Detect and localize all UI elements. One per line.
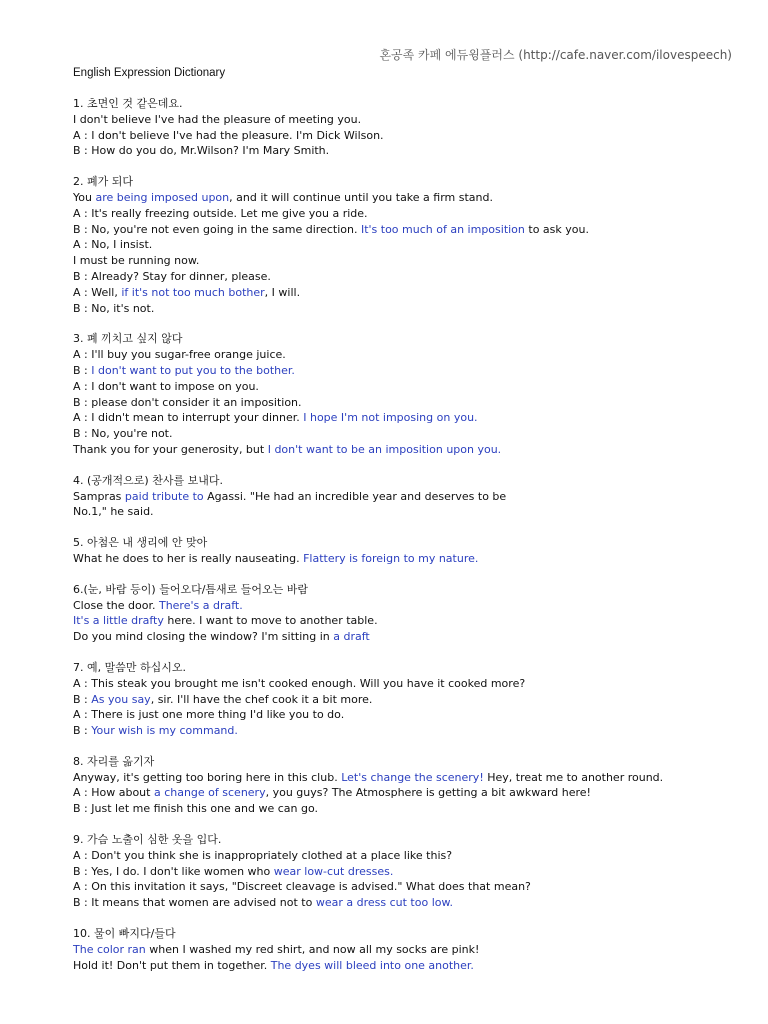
line-text: A : Well,	[73, 285, 122, 299]
example-line	[73, 253, 743, 269]
highlighted-expression: Your wish is my command.	[91, 724, 238, 738]
section-title: 6.(눈, 바람 등이) 들어오다/틈새로 들어오는 바람	[73, 582, 309, 596]
line-text: , I will.	[264, 285, 301, 299]
example-line	[73, 551, 743, 567]
example-line	[73, 707, 743, 723]
document-title: English Expression Dictionary	[73, 67, 226, 79]
line-text: A : I don't believe I've had the pleasure. I'm Dick Wilson.	[73, 128, 384, 142]
section-title: 1. 초면인 것 같은데요.	[73, 97, 183, 110]
line-text: A : On this invitation it says, "Discreet cleavage is advised." What does that mean?	[73, 880, 531, 894]
section-title: 3. 폐 끼치고 싶지 않다	[73, 332, 183, 346]
highlighted-expression: As you say	[91, 692, 151, 706]
highlighted-expression: There's a draft.	[158, 598, 243, 612]
highlighted-expression: a change of scenery	[153, 786, 266, 800]
example-line	[73, 504, 743, 520]
example-line	[73, 442, 743, 458]
highlighted-expression: if it's not too much bother	[121, 285, 265, 299]
example-line	[73, 301, 743, 317]
example-line	[73, 363, 743, 379]
line-text: B :	[73, 724, 92, 738]
line-text: Agassi. "He had an incredible year and deserves to be	[203, 489, 507, 503]
highlighted-expression: wear low-cut dresses.	[273, 864, 394, 878]
example-line	[73, 848, 743, 864]
line-text: Hold it! Don't put them in together.	[73, 958, 271, 972]
highlighted-expression: It's too much of an imposition	[360, 222, 525, 236]
example-line	[73, 269, 743, 285]
expression-section	[73, 473, 743, 520]
highlighted-expression: are being imposed upon	[95, 190, 230, 204]
example-line	[73, 347, 743, 363]
line-text: to ask you.	[524, 222, 589, 236]
line-text: B : Just let me finish this one and we can go.	[73, 802, 319, 816]
highlighted-expression: I hope I'm not imposing on you.	[303, 411, 478, 425]
example-line	[73, 958, 743, 974]
example-line	[73, 613, 743, 629]
example-line	[73, 426, 743, 442]
line-text: I must be running now.	[73, 254, 200, 268]
line-text: A : I didn't mean to interrupt your dinner.	[73, 411, 304, 425]
highlighted-expression: paid tribute to	[124, 489, 204, 503]
example-line	[73, 237, 743, 253]
line-text: A : There is just one more thing I'd like you to do.	[73, 708, 345, 722]
line-text: A : How about	[73, 786, 154, 800]
example-line	[73, 128, 743, 144]
expression-section	[73, 535, 743, 567]
example-line	[73, 770, 743, 786]
line-text: B :	[73, 363, 92, 377]
line-text: , and it will continue until you take a firm stand.	[229, 190, 493, 204]
expression-section	[73, 96, 743, 159]
expression-section	[73, 832, 743, 911]
section-title: 2. 폐가 되다	[73, 175, 133, 189]
expression-section	[73, 660, 743, 739]
highlighted-expression: The dyes will bleed into one another.	[270, 958, 474, 972]
line-text: A : This steak you brought me isn't cooked enough. Will you have it cooked more?	[73, 676, 526, 690]
example-line	[73, 785, 743, 801]
line-text: A : Don't you think she is inappropriately clothed at a place like this?	[73, 848, 453, 862]
highlighted-expression: I don't want to be an imposition upon you.	[267, 442, 502, 456]
line-text: A : I'll buy you sugar-free orange juice.	[73, 348, 286, 362]
example-line	[73, 143, 743, 159]
example-line	[73, 676, 743, 692]
section-title: 5. 아첨은 내 생리에 안 맞아	[73, 536, 208, 550]
line-text: I don't believe I've had the pleasure of meeting you.	[73, 112, 362, 126]
line-text: B : No, you're not.	[73, 427, 173, 441]
expression-section	[73, 331, 743, 457]
line-text: B : It means that women are advised not to	[73, 896, 316, 910]
example-line	[73, 395, 743, 411]
highlighted-expression: wear a dress cut too low.	[315, 896, 453, 910]
line-text: B : please don't consider it an imposition.	[73, 395, 302, 409]
highlighted-expression: It's a little drafty	[73, 614, 164, 628]
example-line	[73, 629, 743, 645]
line-text: , you guys? The Atmosphere is getting a bit awkward here!	[265, 786, 591, 800]
example-line	[73, 864, 743, 880]
example-line	[73, 489, 743, 505]
expression-section	[73, 926, 743, 973]
expression-section	[73, 754, 743, 817]
line-text: Hey, treat me to another round.	[483, 770, 664, 784]
example-line	[73, 692, 743, 708]
section-title: 9. 가슴 노출이 심한 옷을 입다.	[73, 833, 222, 847]
page-header: 혼공족 카페 에듀윙플러스 (http://cafe.naver.com/ilovespeech)	[379, 48, 732, 62]
line-text: B : No, it's not.	[73, 301, 155, 315]
line-text: Sampras	[73, 489, 125, 503]
line-text: Do you mind closing the window? I'm sitting in	[73, 630, 334, 644]
highlighted-expression: Flattery is foreign to my nature.	[303, 551, 479, 565]
section-title: 8. 자리를 옮기자	[73, 754, 155, 768]
line-text: B : Already? Stay for dinner, please.	[73, 269, 271, 283]
section-title: 4. (공개적으로) 찬사를 보내다.	[73, 473, 223, 487]
document-body	[73, 66, 743, 973]
example-line	[73, 598, 743, 614]
example-line	[73, 379, 743, 395]
line-text: Thank you for your generosity, but	[73, 442, 268, 456]
highlighted-expression: I don't want to put you to the bother.	[91, 363, 295, 377]
line-text: A : No, I insist.	[73, 238, 153, 252]
example-line	[73, 222, 743, 238]
line-text: A : I don't want to impose on you.	[73, 379, 259, 393]
line-text: What he does to her is really nauseating.	[73, 551, 304, 565]
line-text: Anyway, it's getting too boring here in this club.	[73, 770, 342, 784]
example-line	[73, 190, 743, 206]
example-line	[73, 942, 743, 958]
line-text: Close the door.	[73, 598, 159, 612]
line-text: here. I want to move to another table.	[163, 614, 378, 628]
example-line	[73, 895, 743, 911]
line-text: B : No, you're not even going in the same direction.	[73, 222, 361, 236]
example-line	[73, 410, 743, 426]
line-text: B : Yes, I do. I don't like women who	[73, 864, 274, 878]
line-text: , sir. I'll have the chef cook it a bit more.	[150, 692, 373, 706]
line-text: B : How do you do, Mr.Wilson? I'm Mary Smith.	[73, 144, 330, 158]
example-line	[73, 879, 743, 895]
example-line	[73, 801, 743, 817]
highlighted-expression: The color ran	[73, 942, 146, 956]
highlighted-expression: a draft	[333, 630, 370, 644]
example-line	[73, 112, 743, 128]
line-text: B :	[73, 692, 92, 706]
expression-section	[73, 174, 743, 316]
section-title: 10. 물이 빠지다/들다	[73, 927, 176, 941]
line-text: You	[73, 190, 96, 204]
example-line	[73, 285, 743, 301]
expression-section	[73, 582, 743, 645]
line-text: No.1," he said.	[73, 505, 154, 519]
example-line	[73, 206, 743, 222]
highlighted-expression: Let's change the scenery!	[341, 770, 484, 784]
line-text: A : It's really freezing outside. Let me give you a ride.	[73, 206, 368, 220]
line-text: when I washed my red shirt, and now all my socks are pink!	[145, 942, 480, 956]
example-line	[73, 723, 743, 739]
section-title: 7. 예, 말씀만 하십시오.	[73, 660, 186, 674]
